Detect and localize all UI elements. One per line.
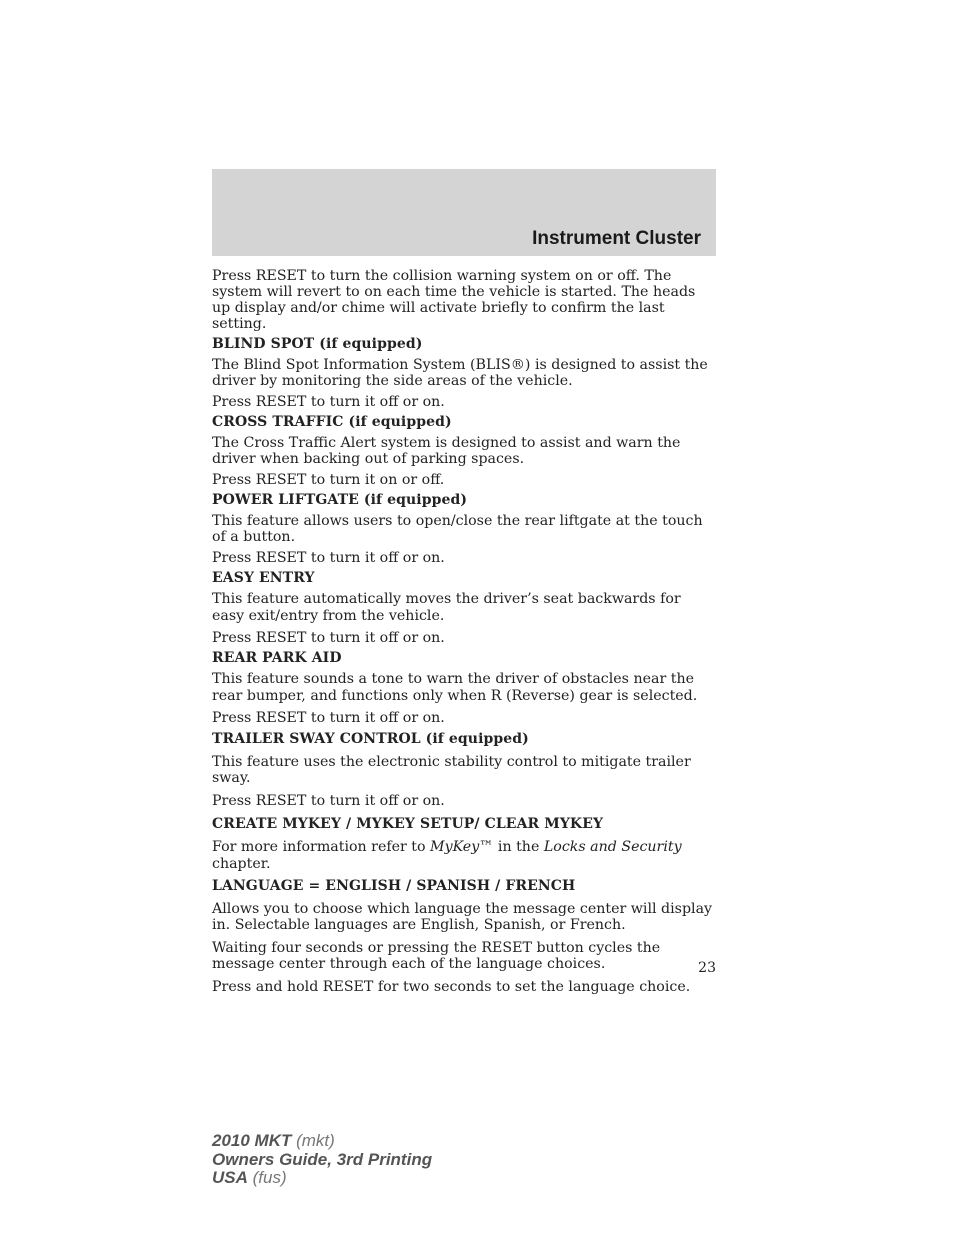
cross-traffic-reset-instruction: Press RESET to turn it on or off. <box>212 472 445 488</box>
footer-guide-line <box>212 1151 432 1170</box>
mykey-italic-term: MyKey™ <box>430 839 494 855</box>
trailer-sway-heading: TRAILER SWAY CONTROL (if equipped) <box>212 731 529 747</box>
footer-model: 2010 MKT <box>212 1131 292 1150</box>
blind-spot-reset-instruction: Press RESET to turn it off or on. <box>212 394 445 410</box>
footer-market-line <box>212 1169 432 1188</box>
collision-warning-paragraph: Press RESET to turn the collision warning system on or off. The system will revert to on each time the vehicle is started. The heads up display and/or chime will activate briefly to confirm the last setting. <box>212 268 696 332</box>
rear-park-aid-description: This feature sounds a tone to warn the driver of obstacles near the rear bumper, and functions only when R (Reverse) gear is selected. <box>212 671 698 704</box>
language-cycle-instruction: Waiting four seconds or pressing the RESET button cycles the message center through each of the language choices. <box>212 940 661 972</box>
mykey-reference <box>212 839 716 873</box>
power-liftgate-description: This feature allows users to open/close the rear liftgate at the touch of a button. <box>212 513 703 545</box>
trailer-sway-description: This feature uses the electronic stability control to mitigate trailer sway. <box>212 754 691 786</box>
blind-spot-heading: BLIND SPOT (if equipped) <box>212 336 423 352</box>
footer-model-line <box>212 1132 432 1151</box>
mykey-heading: CREATE MYKEY / MYKEY SETUP/ CLEAR MYKEY <box>212 816 604 832</box>
footer-guide-edition: Owners Guide, 3rd Printing <box>212 1149 433 1169</box>
mykey-text-1: For more information refer to <box>212 839 431 855</box>
footer-market-code: (fus) <box>247 1168 287 1187</box>
cross-traffic-description: The Cross Traffic Alert system is designed to assist and warn the driver when backing out of parking spaces. <box>212 435 681 467</box>
mykey-text-3: chapter. <box>212 856 271 872</box>
cross-traffic-heading: CROSS TRAFFIC (if equipped) <box>212 414 452 430</box>
easy-entry-description: This feature automatically moves the driver’s seat backwards for easy exit/entry from the vehicle. <box>212 591 681 624</box>
rear-park-aid-reset-instruction: Press RESET to turn it off or on. <box>212 710 445 726</box>
page-content <box>212 268 716 995</box>
mykey-text-2: in the <box>493 839 544 855</box>
section-header-band <box>212 169 716 256</box>
language-set-instruction: Press and hold RESET for two seconds to set the language choice. <box>212 979 691 995</box>
easy-entry-reset-instruction: Press RESET to turn it off or on. <box>212 630 445 646</box>
power-liftgate-heading: POWER LIFTGATE (if equipped) <box>212 492 468 508</box>
language-heading: LANGUAGE = ENGLISH / SPANISH / FRENCH <box>212 878 576 894</box>
section-title: Instrument Cluster <box>532 228 701 249</box>
rear-park-aid-heading: REAR PARK AID <box>212 650 342 666</box>
blind-spot-description: The Blind Spot Information System (BLIS®) is designed to assist the driver by monitoring the side areas of the vehicle. <box>212 357 708 389</box>
language-description: Allows you to choose which language the message center will display in. Selectable languages are English, Spanish, or French. <box>212 901 713 933</box>
trailer-sway-reset-instruction: Press RESET to turn it off or on. <box>212 793 445 809</box>
easy-entry-heading: EASY ENTRY <box>212 570 315 586</box>
footer-model-code: (mkt) <box>291 1131 335 1150</box>
locks-security-chapter-ref: Locks and Security <box>543 839 682 855</box>
footer-market: USA <box>212 1168 248 1187</box>
page-number: 23 <box>698 960 716 976</box>
document-footer <box>212 1132 432 1188</box>
power-liftgate-reset-instruction: Press RESET to turn it off or on. <box>212 550 445 566</box>
